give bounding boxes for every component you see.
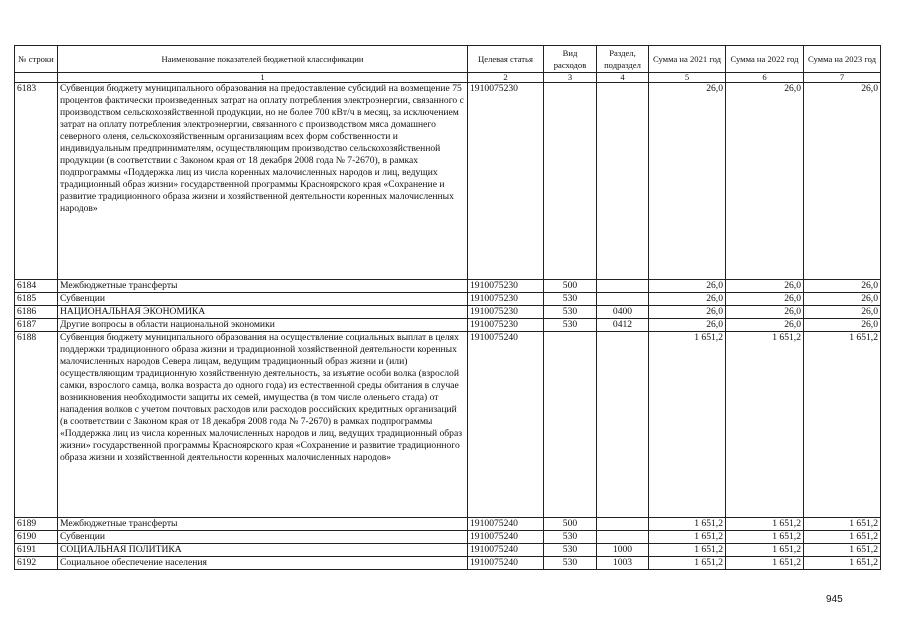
row-section: 0412	[597, 319, 649, 332]
row-sum-2021: 1 651,2	[649, 557, 726, 570]
row-name: Другие вопросы в области национальной экономики	[58, 319, 468, 332]
row-sum-2021: 26,0	[649, 306, 726, 319]
column-number: 5	[649, 73, 726, 83]
row-expense-type: 530	[544, 531, 597, 544]
row-sum-2023: 1 651,2	[804, 518, 881, 531]
row-section: 1003	[597, 557, 649, 570]
row-sum-2022: 26,0	[726, 280, 804, 293]
table-row	[15, 83, 881, 280]
row-sum-2023: 26,0	[804, 83, 881, 280]
row-expense-type: 530	[544, 293, 597, 306]
row-expense-type	[544, 83, 597, 280]
header-row-number: № строки	[15, 46, 58, 73]
table-row	[15, 319, 881, 332]
row-name: НАЦИОНАЛЬНАЯ ЭКОНОМИКА	[58, 306, 468, 319]
header-indicator-name: Наименование показателей бюджетной классификации	[58, 46, 468, 73]
row-number: 6187	[15, 319, 58, 332]
row-sum-2022: 1 651,2	[726, 557, 804, 570]
row-sum-2021: 1 651,2	[649, 531, 726, 544]
row-section	[597, 83, 649, 280]
row-target: 1910075230	[468, 319, 544, 332]
header-sum-2021: Сумма на 2021 год	[649, 46, 726, 73]
column-number: 3	[544, 73, 597, 83]
header-section: Раздел, подраздел	[597, 46, 649, 73]
row-expense-type: 530	[544, 306, 597, 319]
row-sum-2023: 26,0	[804, 280, 881, 293]
row-sum-2023: 1 651,2	[804, 531, 881, 544]
row-name: Субвенция бюджету муниципального образования на предоставление субсидий на возмещение 75 процентов фактически произведенных затрат на оплату потребления электроэнергии, связанного с производством сельскохозяйственной продукции, но не более 700 кВт/ч в месяц, за исключением затрат на оплату потребления электроэнергии, связанного с производством мяса домашнего северного оленя, сельскохозяйственным организациям всех форм собственности и индивидуальным предпринимателям, осуществляющим производство сельскохозяйственной продукции (в соответствии с Законом края от 18 декабря 2008 года № 7-2670), в рамках подпрограммы «Поддержка лиц из числа коренных малочисленных народов и лиц, ведущих традиционный образ жизни» государственной программы Красноярского края «Сохранение и развитие традиционного образа жизни и хозяйственной деятельности коренных малочисленных народов»	[58, 83, 468, 280]
row-number: 6190	[15, 531, 58, 544]
row-sum-2023: 1 651,2	[804, 557, 881, 570]
row-target: 1910075230	[468, 83, 544, 280]
row-sum-2021: 26,0	[649, 280, 726, 293]
row-section	[597, 518, 649, 531]
row-section	[597, 280, 649, 293]
row-expense-type: 530	[544, 319, 597, 332]
row-sum-2022: 1 651,2	[726, 332, 804, 518]
row-target: 1910075230	[468, 280, 544, 293]
row-sum-2023: 26,0	[804, 293, 881, 306]
row-name: Социальное обеспечение населения	[58, 557, 468, 570]
row-expense-type	[544, 332, 597, 518]
header-sum-2023: Сумма на 2023 год	[804, 46, 881, 73]
row-name: Субвенции	[58, 531, 468, 544]
row-section	[597, 531, 649, 544]
row-target: 1910075240	[468, 518, 544, 531]
row-number: 6191	[15, 544, 58, 557]
row-sum-2023: 26,0	[804, 319, 881, 332]
row-name: Межбюджетные трансферты	[58, 518, 468, 531]
row-number: 6188	[15, 332, 58, 518]
table-header-row	[15, 46, 881, 73]
row-expense-type: 530	[544, 557, 597, 570]
table-row	[15, 293, 881, 306]
row-sum-2023: 1 651,2	[804, 332, 881, 518]
column-number: 6	[726, 73, 804, 83]
row-expense-type: 500	[544, 280, 597, 293]
row-sum-2022: 1 651,2	[726, 544, 804, 557]
header-expense-type: Вид расходов	[544, 46, 597, 73]
row-sum-2021: 26,0	[649, 293, 726, 306]
row-sum-2021: 26,0	[649, 319, 726, 332]
row-target: 1910075240	[468, 332, 544, 518]
row-sum-2022: 1 651,2	[726, 531, 804, 544]
row-sum-2021: 1 651,2	[649, 332, 726, 518]
row-name: Субвенция бюджету муниципального образования на осуществление социальных выплат в целях поддержки традиционного образа жизни и традиционной хозяйственной деятельности коренных малочисленных народов Севера лицам, ведущим традиционный образ жизни и (или) осуществляющим традиционную хозяйственную деятельность, за изъятие особи волка (взрослой самки, взрослого самца, волка возраста до одного года) из естественной среды обитания в случае возникновения необходимости защиты их семей, имущества (в том числе оленьего стада) от нападения волков с учетом почтовых расходов или расходов российских кредитных организаций (в соответствии с Законом края от 18 декабря 2008 года № 7-2670) в рамках подпрограммы «Поддержка лиц из числа коренных малочисленных народов и лиц, ведущих традиционный образ жизни» государственной программы Красноярского края «Сохранение и развитие традиционного образа жизни и хозяйственной деятельности коренных малочисленных народов»	[58, 332, 468, 518]
row-sum-2023: 26,0	[804, 306, 881, 319]
row-sum-2022: 26,0	[726, 319, 804, 332]
header-sum-2022: Сумма на 2022 год	[726, 46, 804, 73]
row-number: 6189	[15, 518, 58, 531]
row-expense-type: 530	[544, 544, 597, 557]
row-target: 1910075230	[468, 306, 544, 319]
row-sum-2021: 26,0	[649, 83, 726, 280]
row-section: 0400	[597, 306, 649, 319]
row-target: 1910075230	[468, 293, 544, 306]
row-sum-2022: 26,0	[726, 293, 804, 306]
table-row	[15, 531, 881, 544]
table-row	[15, 557, 881, 570]
row-number: 6184	[15, 280, 58, 293]
table-row	[15, 518, 881, 531]
row-number: 6185	[15, 293, 58, 306]
table-row	[15, 332, 881, 518]
table-row	[15, 306, 881, 319]
row-section: 1000	[597, 544, 649, 557]
row-expense-type: 500	[544, 518, 597, 531]
row-name: Межбюджетные трансферты	[58, 280, 468, 293]
row-sum-2021: 1 651,2	[649, 544, 726, 557]
column-number-row	[15, 73, 881, 83]
column-number: 7	[804, 73, 881, 83]
table-row	[15, 544, 881, 557]
column-number: 2	[468, 73, 544, 83]
row-target: 1910075240	[468, 557, 544, 570]
column-number	[15, 73, 58, 83]
row-sum-2022: 26,0	[726, 306, 804, 319]
column-number: 4	[597, 73, 649, 83]
table-row	[15, 280, 881, 293]
row-sum-2022: 26,0	[726, 83, 804, 280]
row-name: Субвенции	[58, 293, 468, 306]
row-section	[597, 293, 649, 306]
row-number: 6186	[15, 306, 58, 319]
row-section	[597, 332, 649, 518]
budget-table	[14, 45, 881, 570]
page-number: 945	[826, 594, 843, 605]
row-number: 6192	[15, 557, 58, 570]
row-target: 1910075240	[468, 531, 544, 544]
row-sum-2021: 1 651,2	[649, 518, 726, 531]
column-number: 1	[58, 73, 468, 83]
row-sum-2022: 1 651,2	[726, 518, 804, 531]
row-target: 1910075240	[468, 544, 544, 557]
header-target-article: Целевая статья	[468, 46, 544, 73]
row-sum-2023: 1 651,2	[804, 544, 881, 557]
row-name: СОЦИАЛЬНАЯ ПОЛИТИКА	[58, 544, 468, 557]
row-number: 6183	[15, 83, 58, 280]
